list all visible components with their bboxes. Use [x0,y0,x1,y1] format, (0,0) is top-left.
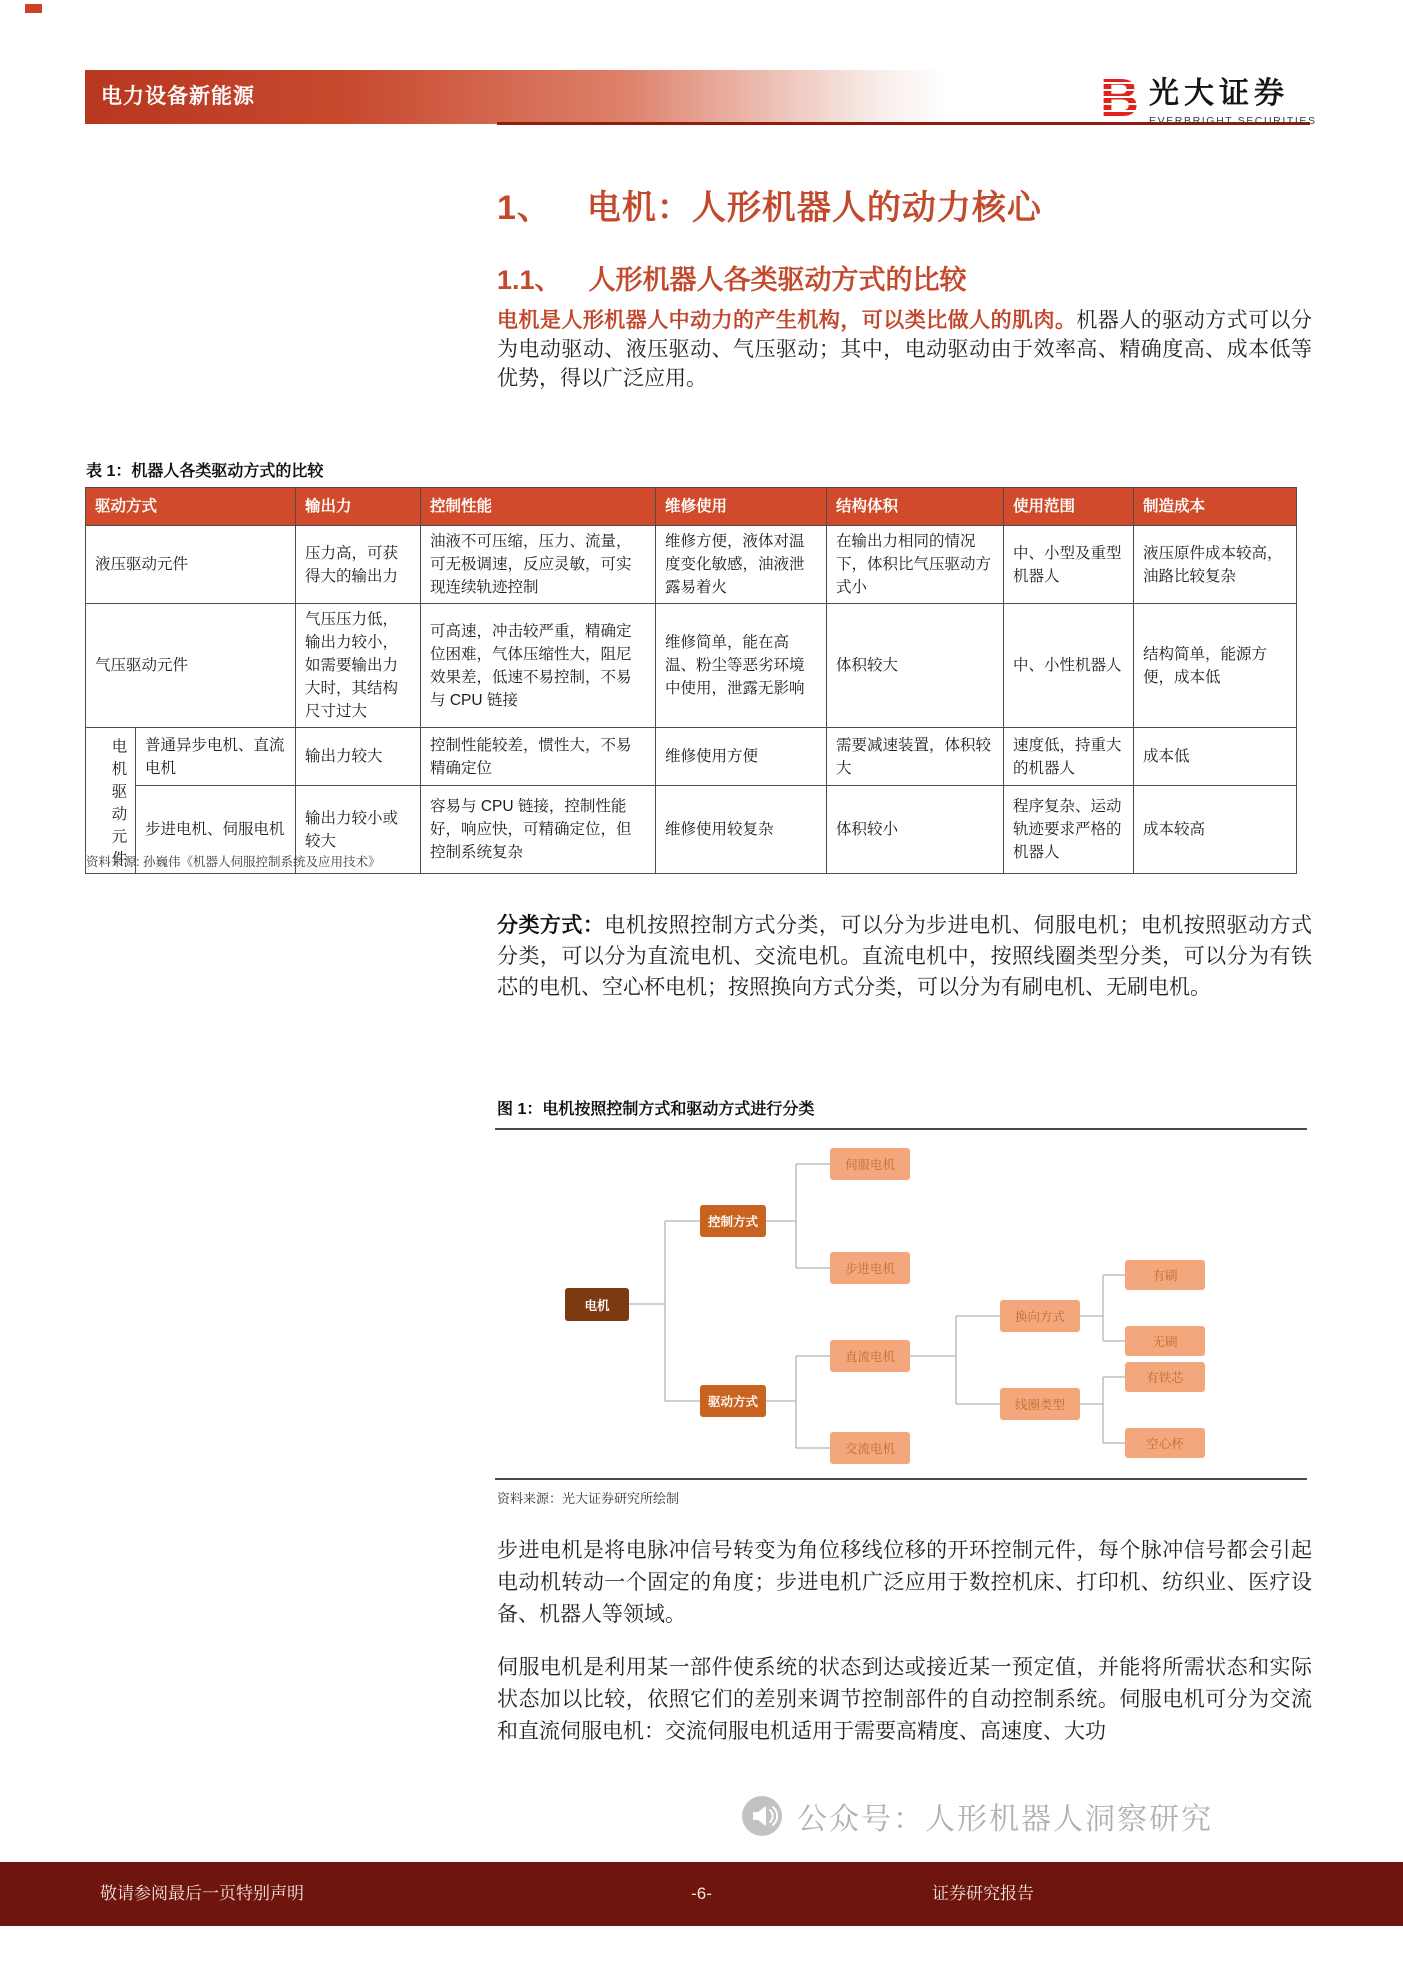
node-dc-motor: 直流电机 [830,1340,910,1372]
intro-rest: 机器人的驱动方式可以分为电动驱动、液压驱动、气压驱动；其中，电动驱动由于效率高、精确度高、成本低等优势，得以广泛应用。 [497,309,1312,390]
row-label: 液压驱动元件 [86,526,296,604]
table-row [86,728,1297,786]
footer-report-type: 证券研究报告 [932,1884,1034,1903]
wechat-account-icon [740,1794,784,1838]
footer-bar [0,1862,1403,1926]
node-coil-type: 线圈类型 [1000,1388,1080,1420]
classification-lead: 分类方式： [497,914,605,937]
table-row [86,526,1297,604]
classification-rest: 电机按照控制方式分类，可以分为步进电机、伺服电机；电机按照驱动方式分类，可以分为直流电机、交流电机。直流电机中，按照线圈类型分类，可以分为有铁芯的电机、空心杯电机；按照换向方式分类，可以分为有刷电机、无刷电机。 [497,914,1312,999]
col-header: 输出力 [296,488,421,526]
cell: 结构简单，能源方便，成本低 [1134,604,1297,728]
col-header: 制造成本 [1134,488,1297,526]
node-iron-core: 有铁芯 [1125,1362,1205,1392]
intro-paragraph [497,306,1312,393]
cell: 输出力较大 [296,728,421,786]
section-title: 1、 电机：人形机器人的动力核心 [497,189,1042,227]
row-label: 气压驱动元件 [86,604,296,728]
node-brushless: 无刷 [1125,1326,1205,1356]
figure-source: 资料来源：光大证券研究所绘制 [495,1478,1307,1507]
everbright-logo-icon: B [1100,67,1139,128]
section-subtitle: 1.1、 人形机器人各类驱动方式的比较 [497,265,967,295]
servo-motor-paragraph: 伺服电机是利用某一部件使系统的状态到达或接近某一预定值，并能将所需状态和实际状态加以比较，依照它们的差别来调节控制部件的自动控制系统。伺服电机可分为交流和直流伺服电机：交流伺服电机适用于需要高精度、高速度、大功 [497,1656,1312,1743]
cell: 中、小性机器人 [1004,604,1134,728]
col-header: 驱动方式 [86,488,296,526]
drive-comparison-table [85,487,1297,874]
intro-lead: 电机是人形机器人中动力的产生机构，可以类比做人的肌肉。 [497,309,1077,332]
cell: 速度低，持重大的机器人 [1004,728,1134,786]
cell: 气压压力低，输出力较小，如需要输出力大时，其结构尺寸过大 [296,604,421,728]
watermark [740,1794,1213,1838]
cell: 维修简单，能在高温、粉尘等恶劣环境中使用，泄露无影响 [656,604,827,728]
cell: 维修使用较复杂 [656,786,827,874]
brand-name-en: EVERBRIGHT SECURITIES [1149,115,1317,127]
node-servo-motor: 伺服电机 [830,1148,910,1180]
cell: 程序复杂、运动轨迹要求严格的机器人 [1004,786,1134,874]
brand-text-block [1149,68,1317,127]
cell: 压力高，可获得大的输出力 [296,526,421,604]
cell: 在输出力相同的情况下，体积比气压驱动方式小 [827,526,1004,604]
col-header: 使用范围 [1004,488,1134,526]
node-control-mode: 控制方式 [700,1205,766,1237]
brand-name-cn: 光大证券 [1149,77,1289,110]
node-step-motor: 步进电机 [830,1252,910,1284]
footer-disclaimer: 敬请参阅最后一页特别声明 [100,1884,304,1903]
cell: 需要减速装置，体积较大 [827,728,1004,786]
cell: 液压原件成本较高，油路比较复杂 [1134,526,1297,604]
node-hollow-cup: 空心杯 [1125,1428,1205,1458]
cell: 可高速，冲击较严重，精确定位困难，气体压缩性大，阻尼效果差，低速不易控制，不易与 CPU 链接 [421,604,656,728]
cell: 体积较大 [827,604,1004,728]
category-banner [85,70,950,124]
cell: 容易与 CPU 链接，控制性能好，响应快，可精确定位，但控制系统复杂 [421,786,656,874]
cell: 体积较小 [827,786,1004,874]
table-row [86,604,1297,728]
col-header: 结构体积 [827,488,1004,526]
cell: 控制性能较差，惯性大，不易精确定位 [421,728,656,786]
node-motor: 电机 [565,1288,629,1321]
cell: 成本较高 [1134,786,1297,874]
node-drive-mode: 驱动方式 [700,1385,766,1417]
corner-red-mark [25,4,42,13]
cell: 成本低 [1134,728,1297,786]
row-sublabel: 步进电机、伺服电机 [136,786,296,874]
cell: 维修方便，液体对温度变化敏感，油液泄露易着火 [656,526,827,604]
figure-1 [495,1092,1307,1507]
cell: 油液不可压缩，压力、流量，可无极调速，反应灵敏，可实现连续轨迹控制 [421,526,656,604]
brand-logo [1100,68,1317,127]
watermark-text: 公众号：人形机器人洞察研究 [797,1803,1213,1836]
classification-paragraph [497,910,1312,1003]
motor-group-label: 电机驱动元件 [86,728,136,874]
stepper-motor-paragraph: 步进电机是将电脉冲信号转变为角位移线位移的开环控制元件，每个脉冲信号都会引起电动机转动一个固定的角度；步进电机广泛应用于数控机床、打印机、纺织业、医疗设备、机器人等领域。 [497,1539,1312,1626]
table-caption: 表 1：机器人各类驱动方式的比较 [86,463,324,480]
table-header-row [86,488,1297,526]
category-title: 电力设备新能源 [101,85,255,108]
cell: 维修使用方便 [656,728,827,786]
node-brushed: 有刷 [1125,1260,1205,1290]
motor-classification-diagram [495,1130,1307,1478]
col-header: 控制性能 [421,488,656,526]
col-header: 维修使用 [656,488,827,526]
cell: 输出力较小或较大 [296,786,421,874]
row-sublabel: 普通异步电机、直流电机 [136,728,296,786]
footer-page-number: -6- [691,1884,712,1903]
node-ac-motor: 交流电机 [830,1432,910,1464]
figure-caption: 图 1：电机按照控制方式和驱动方式进行分类 [495,1092,1307,1130]
table-source: 资料来源: 孙巍伟《机器人伺服控制系统及应用技术》 [86,855,381,869]
node-commutation: 换向方式 [1000,1300,1080,1332]
cell: 中、小型及重型机器人 [1004,526,1134,604]
